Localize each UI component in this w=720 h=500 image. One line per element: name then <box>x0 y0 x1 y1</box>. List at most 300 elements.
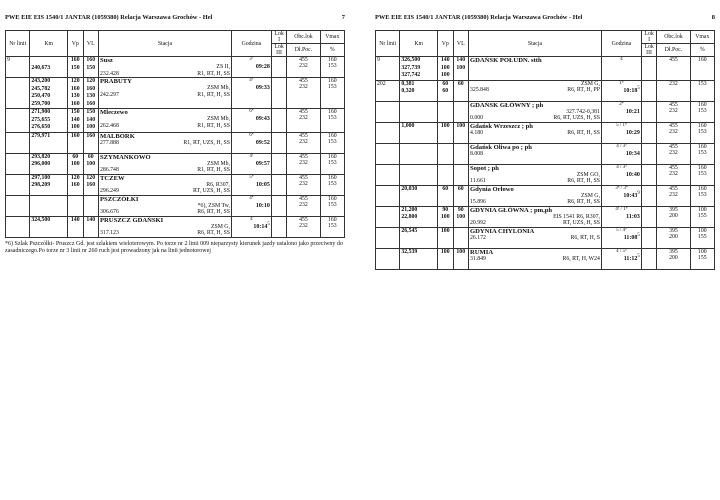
table-row <box>376 227 715 248</box>
line-number <box>6 132 30 153</box>
vl-cell: 120 160 130 160 <box>83 78 99 109</box>
line-number <box>376 206 400 227</box>
vmax-cell: 160 153 <box>690 164 714 185</box>
col-nr-linii: Nr linii <box>6 31 30 57</box>
vp-cell: 100 <box>438 248 454 269</box>
vmax-cell: 160 153 <box>690 101 714 122</box>
col-lok: Lok I <box>271 31 287 44</box>
station-km: 0.000 <box>470 115 484 121</box>
time-marker: 4 <box>250 216 253 222</box>
station-name: Susz <box>100 57 113 64</box>
lok-cell <box>641 185 657 206</box>
obc-cell: 455 232 <box>287 57 320 78</box>
vl-cell: 100 <box>453 248 469 269</box>
station-tech: R1, RT, UZS, H, SS <box>183 139 230 146</box>
departure-time: 09:43 <box>255 115 270 122</box>
table-row <box>376 122 715 143</box>
table-row <box>6 109 345 133</box>
right-header <box>375 14 715 24</box>
right-page-number: 8 <box>711 14 715 21</box>
station-detail <box>470 199 600 205</box>
time-cell <box>231 78 271 109</box>
km-cell: 26,545 <box>400 227 438 248</box>
station-cell <box>99 109 232 133</box>
line-number: 9 <box>376 57 400 81</box>
col-stacja: Stacja <box>469 31 602 57</box>
col-lok-sub: Lok III <box>641 44 657 57</box>
station-detail <box>100 167 230 173</box>
km-cell <box>400 101 438 122</box>
station-equipment: ZS II, <box>216 64 230 70</box>
table-row <box>376 248 715 269</box>
station-detail <box>100 123 230 129</box>
lok-cell <box>271 78 287 109</box>
vp-cell: 120 160 <box>68 174 84 195</box>
obc-cell: 455 232 <box>287 78 320 109</box>
station-detail <box>470 220 600 226</box>
table-row <box>376 185 715 206</box>
station-cell <box>99 216 232 237</box>
lok-cell <box>271 153 287 174</box>
lok-cell <box>641 164 657 185</box>
station-name: RUMIA <box>470 248 494 256</box>
station-km: 8.008 <box>470 150 484 157</box>
station-name: TCZEW <box>100 174 125 182</box>
vp-cell <box>438 164 454 185</box>
time-superscript: 5 <box>637 232 640 238</box>
station-equipment: ZSM GO, <box>576 171 600 178</box>
station-cell <box>99 153 232 174</box>
line-number <box>6 109 30 133</box>
lok-cell <box>641 101 657 122</box>
time-marker: 5 / 4⁵ <box>616 227 627 233</box>
vp-cell: 140 <box>68 216 84 237</box>
obc-cell: 455 232 <box>657 185 690 206</box>
vp-cell: 60 <box>438 185 454 206</box>
lok-cell <box>641 57 657 81</box>
vp-cell: 60 60 <box>438 80 454 101</box>
lok-cell <box>271 57 287 78</box>
vp-cell <box>438 143 454 164</box>
time-cell <box>231 195 271 216</box>
obc-cell: 455 232 <box>287 174 320 195</box>
station-km: 277.888 <box>100 139 119 146</box>
vp-cell: 100 <box>438 122 454 143</box>
line-number <box>6 153 30 174</box>
station-name: SZYMANKOWO <box>100 153 151 161</box>
station-name: Gdynia Orłowo <box>470 185 514 193</box>
col-vmax: Vmax <box>690 31 714 44</box>
vmax-cell: 160 153 <box>690 185 714 206</box>
vp-cell: 60 100 <box>68 153 84 174</box>
table-row <box>376 80 715 101</box>
table-row <box>376 143 715 164</box>
time-superscript: 5 <box>637 253 640 259</box>
table-row <box>6 132 345 153</box>
station-cell <box>469 185 602 206</box>
vl-cell: 140 100 <box>453 57 469 81</box>
right-timetable <box>375 30 715 270</box>
station-name: Gdańsk Wrzeszcz ; ph <box>470 122 533 130</box>
vl-cell: 160 150 <box>83 57 99 78</box>
vl-cell: 150 140 100 <box>83 109 99 133</box>
station-km: 325.848 <box>470 87 489 93</box>
obc-cell: 232 <box>657 80 690 101</box>
left-timetable <box>5 30 345 238</box>
station-tech: R6, RT, H, W24 <box>562 255 600 262</box>
vp-cell: 140 100 100 <box>438 57 454 81</box>
station-cell <box>99 78 232 109</box>
station-name: PRABUTY <box>100 78 132 85</box>
vl-cell: 160 <box>83 132 99 153</box>
station-equipment: ZSM Mb, <box>207 85 230 91</box>
time-marker: 4¹ / 1⁸ <box>615 206 628 212</box>
table-row <box>376 101 715 122</box>
time-marker: 4 / 5⁶ <box>616 248 627 254</box>
km-cell: 293,820 296,000 <box>30 153 68 174</box>
station-equipment: R6, R307, <box>206 181 230 188</box>
line-number <box>376 185 400 206</box>
station-km: 31.849 <box>470 255 486 262</box>
station-name: Sopot ; ph <box>470 164 499 172</box>
station-name: PRUSZCZ GDAŃSKI <box>100 216 164 224</box>
vl-cell: 60 <box>453 185 469 206</box>
station-cell <box>99 57 232 78</box>
left-title: PWE EIE EIS 1540/1 JANTAR (1059380) Relacja Warszawa Grochów - Hel <box>5 14 213 21</box>
station-tech: R1, RT, H, SS <box>197 91 230 98</box>
col-nr-linii: Nr linii <box>376 31 400 57</box>
km-cell: 324,500 <box>30 216 68 237</box>
col-vp: Vp <box>68 31 84 57</box>
lok-cell <box>271 216 287 237</box>
left-page <box>5 14 345 256</box>
time-cell <box>601 248 641 269</box>
vp-cell: 160 150 <box>68 57 84 78</box>
station-cell <box>469 164 602 185</box>
station-detail <box>470 178 600 184</box>
vp-cell: 90 100 <box>438 206 454 227</box>
line-number: 9 <box>6 57 30 78</box>
time-marker: 1⁸ <box>619 80 624 86</box>
vmax-cell: 100 155 <box>690 206 714 227</box>
obc-cell: 455 232 <box>287 109 320 133</box>
station-cell <box>469 101 602 122</box>
col-stacja: Stacja <box>99 31 232 57</box>
station-name: GDYNIA CHYLONIA <box>470 227 535 235</box>
km-cell: 279,971 <box>30 132 68 153</box>
time-cell <box>601 206 641 227</box>
station-cell <box>99 132 232 153</box>
vp-cell <box>68 195 84 216</box>
obc-cell: 455 232 <box>657 143 690 164</box>
km-cell <box>400 164 438 185</box>
col-vl: VL <box>83 31 99 57</box>
obc-cell: 455 232 <box>287 132 320 153</box>
vl-cell: 90 100 <box>453 206 469 227</box>
station-tech: R6, RT, H, SS <box>197 209 230 215</box>
lok-cell <box>271 195 287 216</box>
station-equipment: EIS 1541 R6, R307, <box>553 213 600 220</box>
departure-time: 10:21 <box>625 108 640 115</box>
km-cell: 326,500 327,739 327,742 <box>400 57 438 81</box>
left-page-number: 7 <box>341 14 345 21</box>
time-marker: 4 <box>620 57 623 62</box>
departure-time: 09:57 <box>255 160 270 167</box>
station-detail <box>100 230 230 236</box>
time-marker: 4 / 3² <box>616 164 627 170</box>
obc-cell: 455 232 <box>287 153 320 174</box>
km-cell: 240,673 <box>30 57 68 78</box>
lok-cell <box>641 227 657 248</box>
time-cell <box>601 122 641 143</box>
line-number: 202 <box>376 80 400 101</box>
vmax-cell: 100 155 <box>690 227 714 248</box>
vp-cell: 100 <box>438 227 454 248</box>
station-equipment: ZSM Mb, <box>207 116 230 122</box>
obc-cell: 455 232 <box>287 216 320 237</box>
station-tech: R1, RT, H, SS <box>197 70 230 77</box>
station-tech: RT, UZS, H, SS <box>193 188 230 194</box>
right-title: PWE EIE EIS 1540/1 JANTAR (1059380) Relacja Warszawa Grochów - Hel <box>375 14 583 21</box>
line-number <box>6 78 30 109</box>
departure-time: 10:05 <box>255 181 270 188</box>
vmax-cell: 160 153 <box>690 143 714 164</box>
col-dl-poc: Dł.Poc. <box>287 44 320 57</box>
table-row <box>6 153 345 174</box>
station-detail <box>100 92 230 98</box>
vl-cell: 120 160 <box>83 174 99 195</box>
lok-cell <box>641 206 657 227</box>
line-number <box>376 101 400 122</box>
station-km: 20.992 <box>470 220 486 226</box>
km-cell: 1,000 <box>400 122 438 143</box>
vp-cell: 160 <box>68 132 84 153</box>
departure-time: 11:12 <box>623 255 638 262</box>
station-name: PSZCZÓŁKI <box>100 195 139 203</box>
time-marker: 4⁵ <box>249 78 254 83</box>
vmax-cell: 160 153 <box>690 122 714 143</box>
time-marker: 5⁴ <box>249 174 254 180</box>
vl-cell <box>83 195 99 216</box>
station-tech: R6, RT, H, SS <box>197 230 230 236</box>
vl-cell <box>453 227 469 248</box>
time-superscript: 9 <box>637 190 640 196</box>
departure-time: 10:14 <box>253 223 268 230</box>
km-cell: 21,200 22,800 <box>400 206 438 227</box>
km-cell: 0,381 0,320 <box>400 80 438 101</box>
time-superscript: 5 <box>267 221 270 227</box>
km-cell: 20,030 <box>400 185 438 206</box>
km-cell: 243,200 245,782 250,470 259,700 <box>30 78 68 109</box>
col-km: Km <box>400 31 438 57</box>
vl-cell: 60 100 <box>83 153 99 174</box>
table-row <box>6 57 345 78</box>
time-cell <box>231 174 271 195</box>
departure-time: 10:10 <box>255 202 270 209</box>
station-km: 242.297 <box>100 91 119 98</box>
station-equipment: *6), ZSM Tw, <box>197 202 230 209</box>
time-cell <box>231 132 271 153</box>
station-cell <box>469 143 602 164</box>
right-page <box>375 14 715 270</box>
departure-time: 09:52 <box>255 139 270 146</box>
time-cell <box>601 57 641 81</box>
km-cell: 271,900 275,655 276,650 <box>30 109 68 133</box>
station-tech: R6, RT, H, S <box>570 234 600 241</box>
time-cell <box>601 164 641 185</box>
station-cell <box>469 57 602 81</box>
station-detail <box>470 151 600 157</box>
time-cell <box>231 109 271 133</box>
vmax-cell: 160 153 <box>320 216 344 237</box>
vp-cell: 150 140 100 <box>68 109 84 133</box>
station-cell <box>469 122 602 143</box>
vmax-cell: 100 155 <box>690 248 714 269</box>
time-marker: 3⁷ <box>249 57 254 62</box>
station-equipment: ZSM Mb, <box>207 160 230 167</box>
obc-cell: 455 232 <box>657 164 690 185</box>
station-name: MALBORK <box>100 132 135 140</box>
lok-cell <box>641 80 657 101</box>
vmax-cell: 160 153 <box>320 132 344 153</box>
table-row <box>6 174 345 195</box>
obc-cell: 455 232 <box>657 122 690 143</box>
vl-cell <box>453 101 469 122</box>
vp-cell: 120 160 130 160 <box>68 78 84 109</box>
left-footnote: *6) Szlak Pszczółki- Pruszcz Gd. jest szlakiem wieloterowym. Po torze nr 2 linii 009 nieparzysty kierunek jazdy ustalono jako przeciwny do zasadniczego.Po torze nr 3 linii nr 260 ruch jest prowadzony jak na linii jednotorowej <box>5 240 343 254</box>
station-tech: R6, RT, H, PP <box>567 87 600 93</box>
station-cell <box>99 195 232 216</box>
station-detail <box>100 209 230 215</box>
station-name: GDAŃSK GŁÓWNY ; ph <box>470 101 544 109</box>
time-marker: 6⁴ <box>249 132 254 138</box>
line-number <box>376 248 400 269</box>
col-percent: % <box>690 44 714 57</box>
station-cell <box>469 206 602 227</box>
station-tech: R1, RT, H, SS <box>197 122 230 129</box>
station-tech: R6, RT, H, SS <box>567 178 600 184</box>
time-cell <box>601 101 641 122</box>
departure-time: 09:33 <box>255 84 270 91</box>
line-number <box>376 227 400 248</box>
station-tech: R6, RT, UZS, H, SS <box>553 115 600 121</box>
col-lok: Lok I <box>641 31 657 44</box>
lok-cell <box>271 132 287 153</box>
departure-time: 09:28 <box>255 63 270 70</box>
obc-cell: 395 200 <box>657 206 690 227</box>
vl-cell <box>453 164 469 185</box>
station-tech: R6, RT, H, SS <box>567 129 600 136</box>
departure-time: 10:29 <box>625 129 640 136</box>
vmax-cell: 160 <box>690 57 714 81</box>
col-vl: VL <box>453 31 469 57</box>
table-row <box>6 195 345 216</box>
station-tech: RT, UZS, H, SS <box>563 220 600 226</box>
km-cell: 297,100 298,209 <box>30 174 68 195</box>
departure-time: 10:43 <box>623 192 638 199</box>
line-number <box>6 174 30 195</box>
station-detail <box>470 87 600 93</box>
line-number <box>6 216 30 237</box>
station-detail <box>470 256 600 262</box>
station-km: 317.123 <box>100 230 119 236</box>
station-name: GDYNIA GŁÓWNA ; pm,ph <box>470 206 553 214</box>
left-header <box>5 14 345 24</box>
station-name: GDAŃSK POŁUDN. stth <box>470 57 542 64</box>
lok-cell <box>271 174 287 195</box>
departure-time: 11:03 <box>626 213 640 220</box>
vmax-cell: 160 153 <box>320 78 344 109</box>
station-km: 286.748 <box>100 167 119 173</box>
lok-cell <box>641 248 657 269</box>
vmax-cell: 160 153 <box>320 109 344 133</box>
departure-time: 10:40 <box>625 171 640 178</box>
departure-time: 10:34 <box>625 150 640 157</box>
station-equipment: ZSM G, <box>580 192 600 199</box>
obc-cell: 395 200 <box>657 227 690 248</box>
station-detail <box>100 140 230 146</box>
col-km: Km <box>30 31 68 57</box>
obc-cell: 395 200 <box>657 248 690 269</box>
time-marker: 4 / 3² <box>616 143 627 149</box>
vl-cell: 100 <box>453 122 469 143</box>
col-vp: Vp <box>438 31 454 57</box>
time-cell <box>601 227 641 248</box>
time-marker: 6⁴ <box>249 109 254 114</box>
col-obc: Obc.lok <box>657 31 690 44</box>
station-km: 4.180 <box>470 129 484 136</box>
departure-time: 11:08 <box>623 234 638 241</box>
time-marker: 4¹ <box>249 153 254 159</box>
obc-cell: 455 232 <box>657 101 690 122</box>
vl-cell <box>453 143 469 164</box>
station-km: 262.468 <box>100 122 119 129</box>
vp-cell <box>438 101 454 122</box>
table-row <box>376 206 715 227</box>
station-km: 15.896 <box>470 199 486 205</box>
station-equipment: ZSM G, <box>580 80 600 87</box>
col-godzina: Godzina <box>231 31 271 57</box>
station-km: 296.249 <box>100 188 119 194</box>
time-cell <box>601 143 641 164</box>
km-cell <box>400 143 438 164</box>
station-detail <box>100 188 230 194</box>
time-cell <box>601 185 641 206</box>
lok-cell <box>641 122 657 143</box>
col-lok-sub: Lok III <box>271 44 287 57</box>
col-obc: Obc.lok <box>287 31 320 44</box>
col-dl-poc: Dł.Poc. <box>657 44 690 57</box>
time-marker: 4⁴ <box>249 195 254 201</box>
col-vmax: Vmax <box>320 31 344 44</box>
station-km: 11.661 <box>470 178 486 184</box>
time-cell <box>231 216 271 237</box>
vmax-cell: 160 153 <box>320 174 344 195</box>
vmax-cell: 160 153 <box>320 195 344 216</box>
km-cell: 32,539 <box>400 248 438 269</box>
line-number <box>6 195 30 216</box>
obc-cell: 455 232 <box>287 195 320 216</box>
line-number <box>376 164 400 185</box>
table-row <box>376 57 715 81</box>
time-cell <box>601 80 641 101</box>
departure-time: 10:18 <box>623 87 638 94</box>
station-detail <box>470 130 600 136</box>
line-number <box>376 143 400 164</box>
station-cell <box>469 80 602 101</box>
obc-cell: 455 <box>657 57 690 81</box>
station-detail <box>100 71 230 77</box>
